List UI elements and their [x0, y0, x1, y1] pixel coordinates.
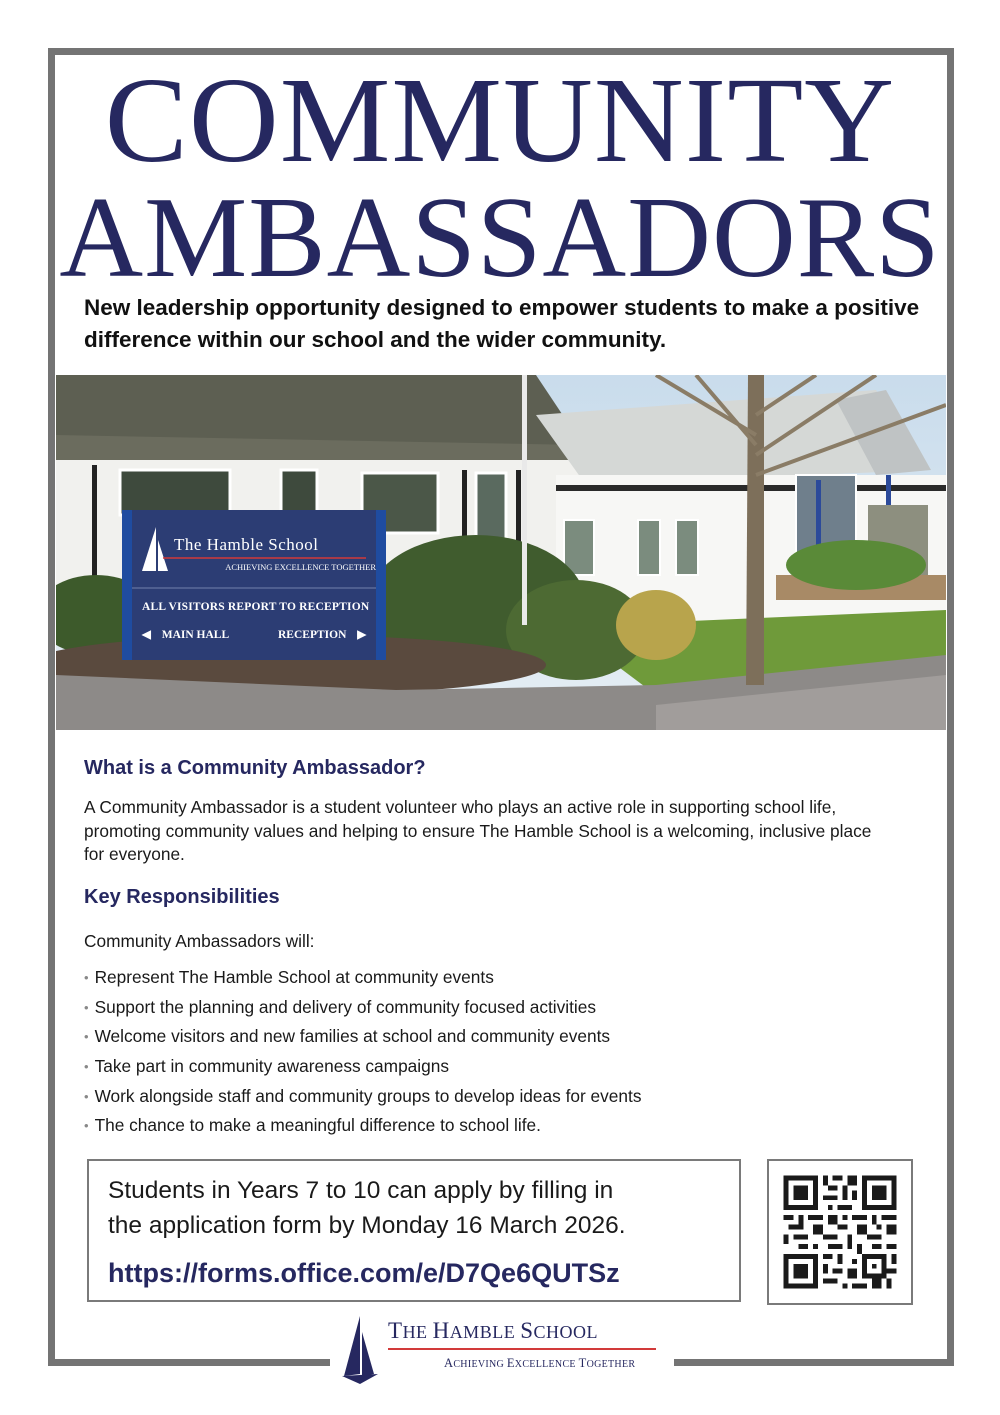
list-item: • Take part in community awareness campaigns: [84, 1056, 449, 1077]
sign-right-direction: [278, 627, 366, 641]
sign-reception-label: RECEPTION: [278, 629, 347, 641]
application-form-link[interactable]: https://forms.office.com/e/D7Qe6QUTSz: [108, 1258, 620, 1288]
poster-title-line1: COMMUNITY: [104, 53, 896, 188]
poster-title-line2: AMBASSADORS: [59, 174, 941, 302]
bullet-icon: •: [84, 1088, 89, 1104]
bullet-icon: •: [84, 999, 89, 1015]
right-arrow-icon: ▶: [357, 629, 367, 641]
sign-school-name: The Hamble School: [174, 535, 319, 554]
qr-code-icon: [769, 1161, 911, 1303]
apply-box: [87, 1159, 741, 1302]
sign-left-direction: [142, 627, 229, 641]
sign-tagline: ACHIEVING EXCELLENCE TOGETHER: [225, 562, 376, 572]
footer-red-rule: [388, 1348, 656, 1350]
list-item: • Represent The Hamble School at community events: [84, 967, 494, 987]
school-logo: [338, 1312, 668, 1384]
key-responsibilities-heading: Key Responsibilities: [84, 886, 280, 908]
list-item: • Work alongside staff and community groups to develop ideas for events: [84, 1085, 642, 1106]
school-photo: [56, 375, 946, 730]
list-item: • Support the planning and delivery of community focused activities: [84, 996, 596, 1017]
bullet-icon: •: [84, 970, 89, 985]
bullet-icon: •: [84, 1118, 89, 1134]
apply-line-1: Students in Years 7 to 10 can apply by filling in: [108, 1177, 614, 1204]
sign-main-hall-label: MAIN HALL: [161, 629, 230, 641]
poster-subtitle: New leadership opportunity designed to empower students to make a positive difference within our school and the wider community.: [84, 295, 920, 352]
list-item: • Welcome visitors and new families at school and community events: [84, 1026, 611, 1047]
footer-tagline: ACHIEVING EXCELLENCE TOGETHER: [444, 1356, 636, 1370]
list-item: • The chance to make a meaningful difference to school life.: [84, 1115, 541, 1136]
qr-code[interactable]: [767, 1159, 913, 1305]
key-intro: Community Ambassadors will:: [84, 931, 315, 951]
apply-line-2: the application form by Monday 16 March 2026.: [108, 1212, 626, 1239]
sail-logo-icon: [338, 1314, 386, 1384]
what-body: A Community Ambassador is a student volunteer who plays an active role in supporting school life, promoting community values and helping to ensure The Hamble School is a welcoming, inclusive place for everyone.: [84, 797, 872, 864]
sign-notice: ALL VISITORS REPORT TO RECEPTION: [142, 601, 370, 613]
footer-school-name: THE HAMBLE SCHOOL: [388, 1318, 598, 1343]
bullet-icon: •: [84, 1059, 89, 1075]
what-heading: What is a Community Ambassador?: [84, 757, 426, 779]
bullet-icon: •: [84, 1029, 89, 1045]
responsibilities-list: [84, 963, 641, 1141]
left-arrow-icon: ◀: [142, 629, 151, 641]
